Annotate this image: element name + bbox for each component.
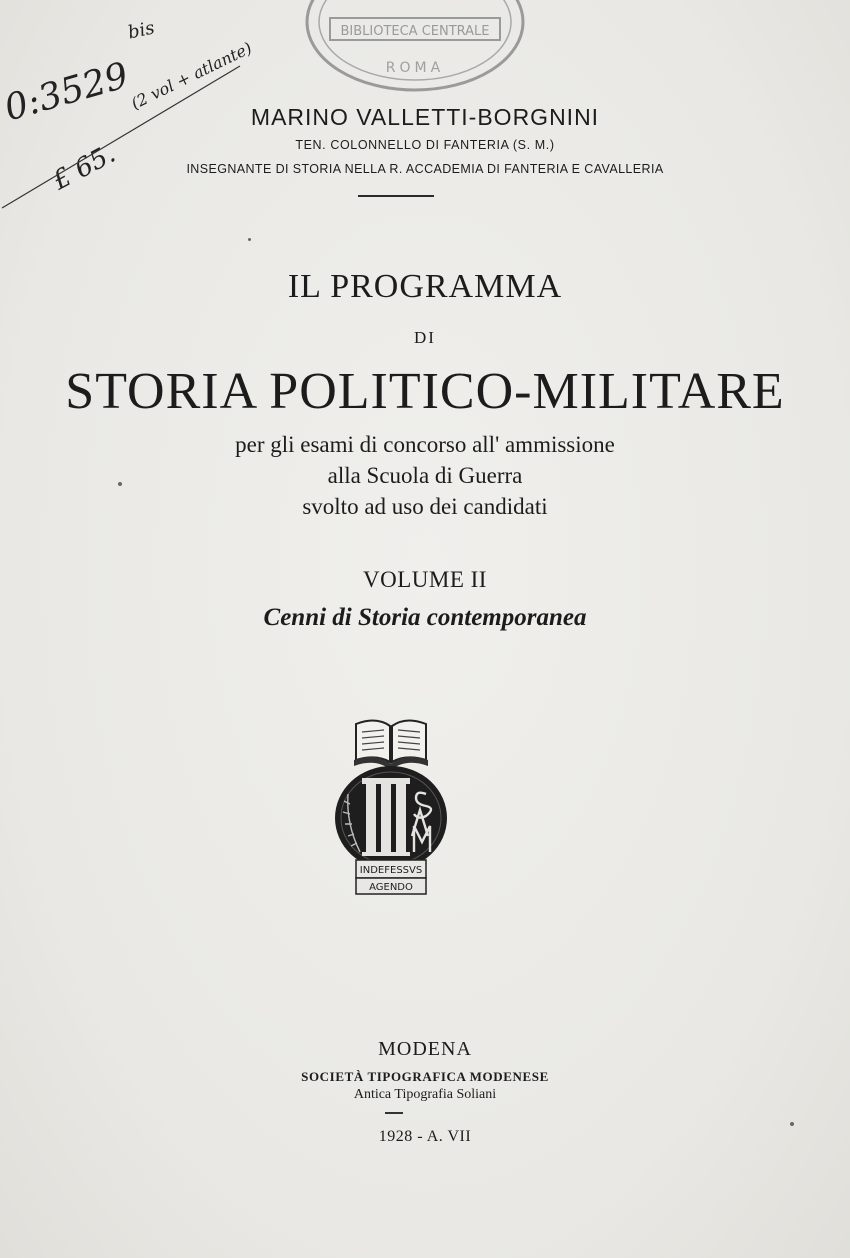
imprint-publisher: SOCIETÀ TIPOGRAFICA MODENESE [301, 1069, 549, 1084]
handwritten-note: (2 vol + atlante) [128, 38, 255, 114]
paper-speck [790, 1122, 794, 1126]
handwritten-diagonal-line [0, 60, 300, 210]
subtitle-line-2: alla Scuola di Guerra [327, 463, 523, 488]
handwritten-catalog-suffix: bis [126, 17, 157, 44]
publisher-emblem [326, 714, 456, 898]
emblem-motto-line-2: AGENDO [369, 882, 413, 893]
imprint-printer: Antica Tipografia Soliani [353, 1087, 497, 1102]
handwritten-price: £ 65. [48, 138, 121, 197]
open-book-icon [354, 720, 428, 770]
subtitle-line-1: per gli esami di concorso all' ammissione [235, 432, 615, 457]
paper-speck [118, 482, 122, 486]
paper-speck [248, 238, 251, 241]
author-rank: TEN. COLONNELLO DI FANTERIA (S. M.) [295, 138, 555, 152]
imprint-city: MODENA [378, 1038, 472, 1060]
author-position: INSEGNANTE DI STORIA NELLA R. ACCADEMIA DI FANTERIA E CAVALLERIA [186, 162, 664, 176]
title-line-2: DI [414, 328, 436, 347]
stamp-text-bottom: ROMA [385, 60, 445, 76]
volume-number: VOLUME II [363, 567, 487, 592]
header-rule [358, 195, 434, 197]
title-line-1: IL PROGRAMMA [287, 268, 563, 305]
library-stamp [300, 0, 530, 100]
columns-icon [362, 778, 410, 856]
subtitle-line-3: svolto ad uso dei candidati [302, 494, 548, 519]
stamp-text-top: BIBLIOTECA CENTRALE [340, 24, 490, 39]
emblem-motto-line-1: INDEFESSVS [359, 865, 423, 876]
main-title: STORIA POLITICO-MILITARE [65, 363, 785, 420]
imprint-divider [385, 1112, 403, 1114]
volume-title: Cenni di Storia contemporanea [263, 604, 587, 631]
handwritten-catalog-number: 0:3529 [0, 55, 134, 130]
imprint-year: 1928 - A. VII [378, 1128, 472, 1145]
author-name: MARINO VALLETTI-BORGNINI [250, 104, 600, 130]
